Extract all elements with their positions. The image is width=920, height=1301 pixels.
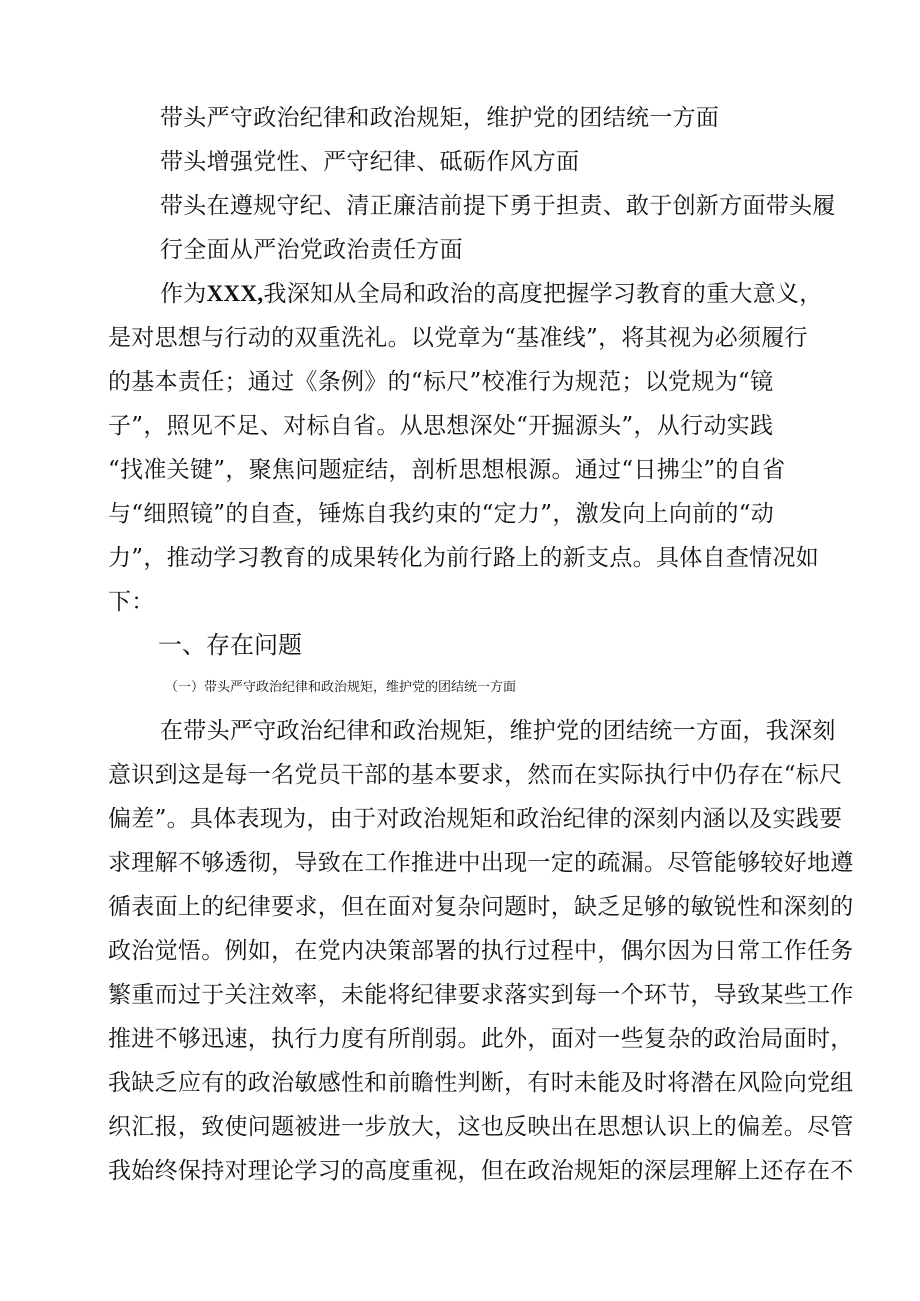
intro-line1-rest: 我深知从全局和政治的高度把握学习教育的重大意义， <box>263 281 823 307</box>
paragraph-line: 偏差”。具体表现为，由于对政治规矩和政治纪律的深刻内涵以及实践要 <box>108 806 843 832</box>
paragraph-line: 下： <box>108 589 155 615</box>
subsection-title: （一）带头严守政治纪律和政治规矩，维护党的团结统一方面 <box>165 680 517 695</box>
paragraph-line: 政治觉悟。例如，在党内决策部署的执行过程中，偶尔因为日常工作任务 <box>108 938 854 964</box>
intro-prefix: 作为 <box>160 281 207 307</box>
paragraph-line: 求理解不够透彻，导致在工作推进中出现一定的疏漏。尽管能够较好地遵 <box>108 850 854 876</box>
paragraph-line: 在带头严守政治纪律和政治规矩，维护党的团结统一方面，我深刻 <box>160 718 836 744</box>
paragraph-line: 是对思想与行动的双重洗礼。以党章为“基准线”，将其视为必须履行 <box>108 325 808 351</box>
paragraph-line: 循表面上的纪律要求，但在面对复杂问题时，缺乏足够的敏锐性和深刻的 <box>108 894 854 920</box>
intro-first-line <box>160 279 900 309</box>
paragraph-line: 的基本责任；通过《条例》的“标尺”校准行为规范；以党规为“镜 <box>108 369 774 395</box>
paragraph-line: 子”，照见不足、对标自省。从思想深处“开掘源头”，从行动实践 <box>108 413 774 439</box>
paragraph-line: 推进不够迅速，执行力度有所削弱。此外，面对一些复杂的政治局面时， <box>108 1026 854 1052</box>
paragraph-line: 力”，推动学习教育的成果转化为前行路上的新支点。具体自查情况如 <box>108 545 820 571</box>
person-name: XXX, <box>206 281 264 306</box>
paragraph-line: 织汇报，致使问题被进一步放大，这也反映出在思想认识上的偏差。尽管 <box>108 1114 854 1140</box>
section-heading: 一、存在问题 <box>158 631 302 659</box>
paragraph-line: 意识到这是每一名党员干部的基本要求，然而在实际执行中仍存在“标尺 <box>108 762 843 788</box>
topic-line: 带头严守政治纪律和政治规矩，维护党的团结统一方面 <box>160 105 720 131</box>
topic-line: 带头在遵规守纪、清正廉洁前提下勇于担责、敢于创新方面带头履 <box>160 193 836 219</box>
paragraph-line: 与“细照镜”的自查，锤炼自我约束的“定力”，激发向上向前的“动 <box>108 501 775 527</box>
paragraph-line: “找准关键”，聚焦问题症结，剖析思想根源。通过“日拂尘”的自省 <box>108 457 786 483</box>
paragraph-line: 我缺乏应有的政治敏感性和前瞻性判断，有时未能及时将潜在风险向党组 <box>108 1070 854 1096</box>
topic-line: 带头增强党性、严守纪律、砥砺作风方面 <box>160 149 580 175</box>
paragraph-line: 我始终保持对理论学习的高度重视，但在政治规矩的深层理解上还存在不 <box>108 1158 854 1184</box>
paragraph-line: 繁重而过于关注效率，未能将纪律要求落实到每一个环节，导致某些工作 <box>108 982 854 1008</box>
topic-line: 行全面从严治党政治责任方面 <box>160 237 463 263</box>
